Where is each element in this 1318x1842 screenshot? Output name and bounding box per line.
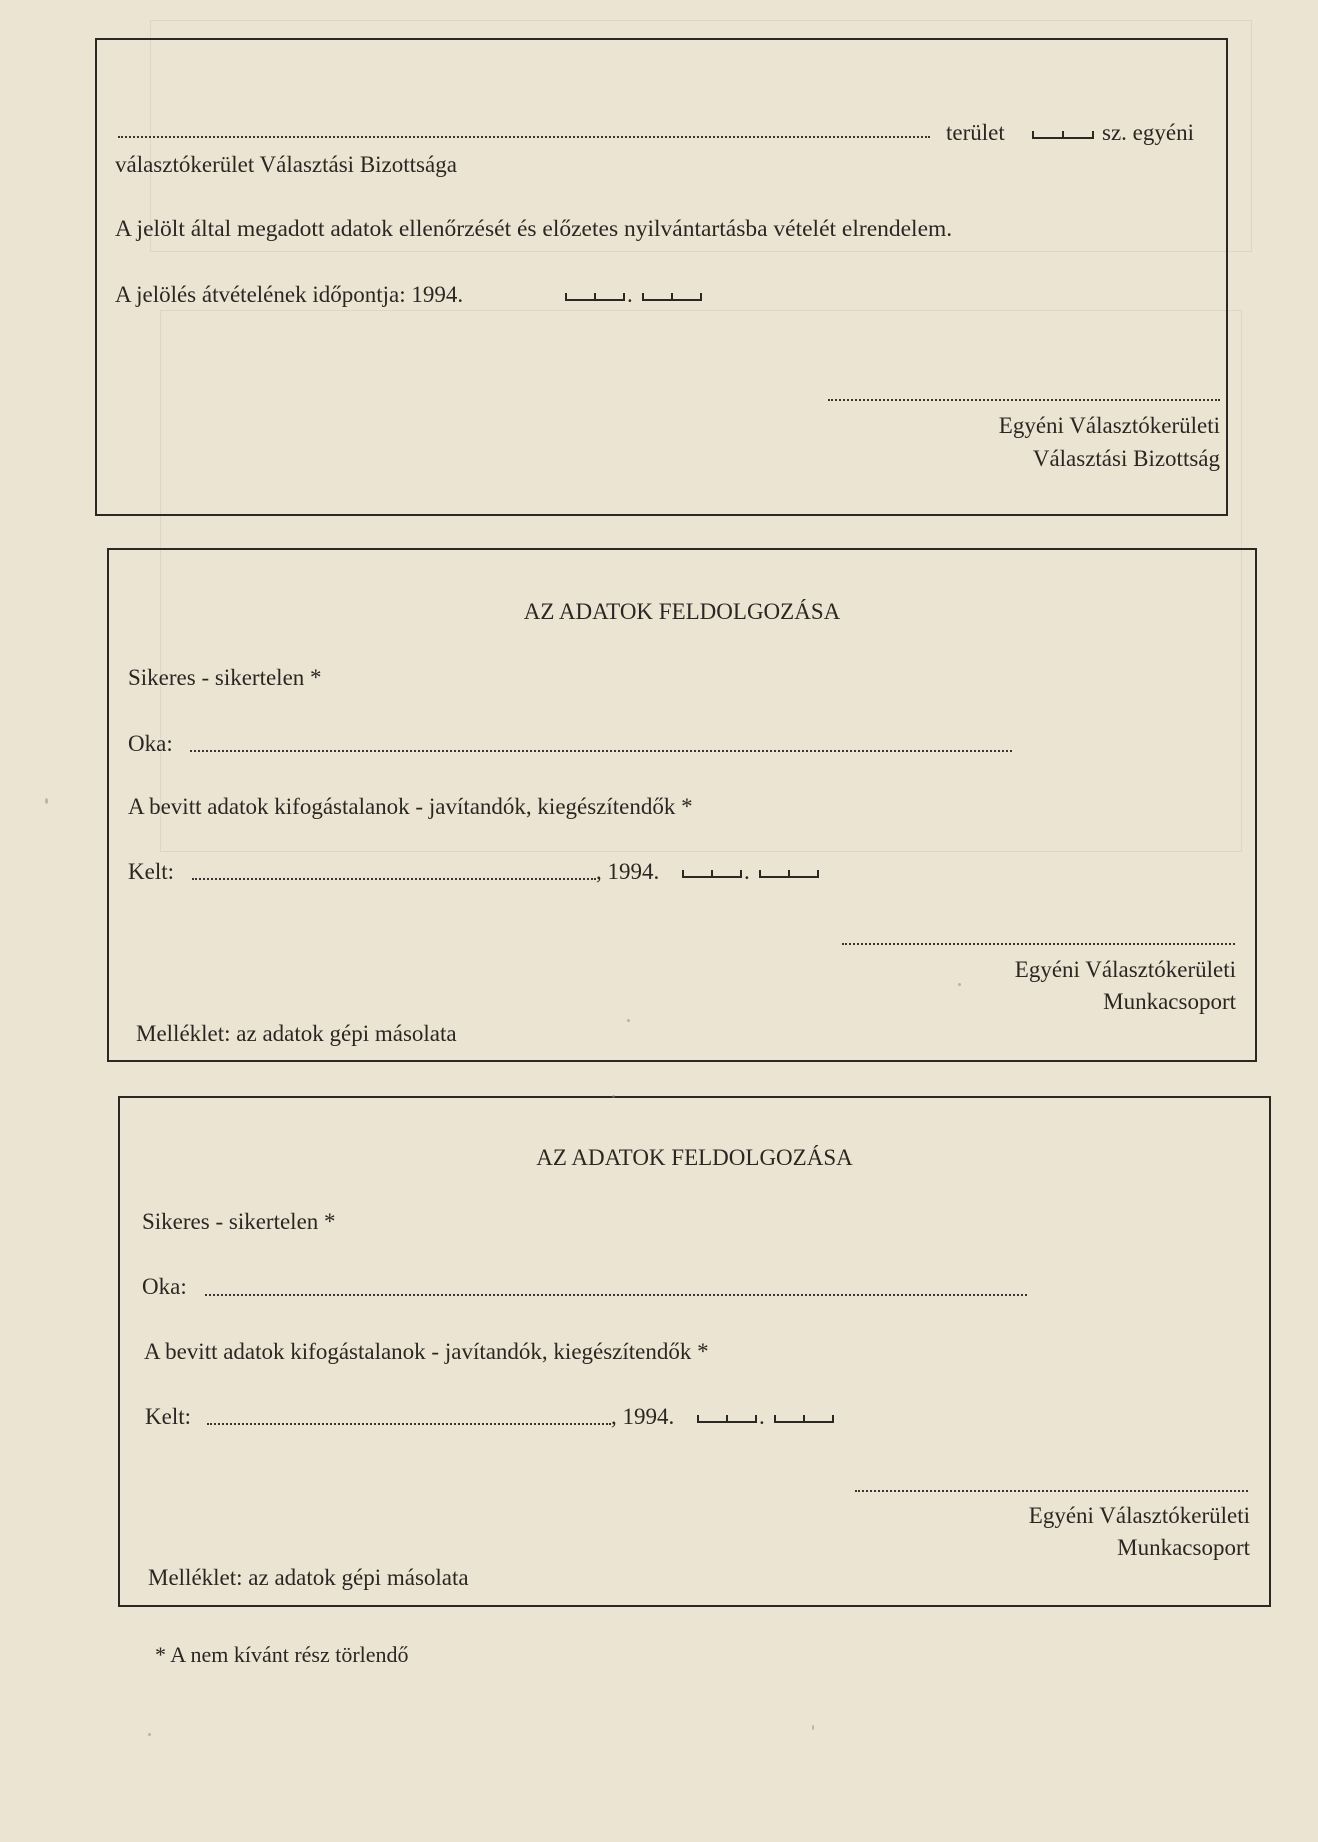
paper-speck <box>45 798 48 804</box>
committee-signature-line[interactable] <box>828 399 1220 401</box>
data-status-line-2: A bevitt adatok kifogástalanok - javítandók, kiegészítendők * <box>144 1339 709 1364</box>
workgroup-signature-line-2[interactable] <box>855 1490 1248 1492</box>
dated-place-field-2[interactable] <box>207 1423 611 1425</box>
district-number-cells[interactable] <box>1032 127 1094 139</box>
reason-label-1: Oka: <box>128 731 173 756</box>
receipt-month-cells[interactable] <box>565 289 625 301</box>
district-suffix: terület <box>946 120 1005 145</box>
reason-field-2[interactable] <box>205 1294 1027 1296</box>
committee-order-box <box>95 38 1228 516</box>
date-month-cells-2[interactable] <box>697 1411 757 1423</box>
committee-line: választókerület Választási Bizottsága <box>115 152 457 177</box>
paper-speck <box>812 1725 814 1730</box>
district-name-field[interactable] <box>118 136 930 138</box>
committee-signer-line1: Egyéni Választókerületi <box>998 413 1220 438</box>
paper-speck <box>148 1733 151 1736</box>
year-text-2: , 1994. <box>611 1404 675 1429</box>
workgroup-signature-line-1[interactable] <box>842 943 1235 945</box>
dated-label-1: Kelt: <box>128 859 174 884</box>
date-month-cells-1[interactable] <box>682 866 742 878</box>
workgroup-signer-line2-2: Munkacsoport <box>1117 1535 1250 1560</box>
processing-heading-2: AZ ADATOK FELDOLGOZÁSA <box>536 1145 853 1170</box>
order-text: A jelölt által megadott adatok ellenőrzését és előzetes nyilvántartásba vételét elrendelem. <box>115 216 953 242</box>
attachment-line-2: Melléklet: az adatok gépi másolata <box>148 1565 469 1590</box>
processing-heading-1: AZ ADATOK FELDOLGOZÁSA <box>523 599 841 624</box>
date-separator-2: . <box>759 1404 765 1429</box>
date-day-cells-2[interactable] <box>774 1411 834 1423</box>
sz-egyeni-text: sz. egyéni <box>1102 120 1194 145</box>
date-separator-1: . <box>744 859 750 884</box>
reason-field-1[interactable] <box>190 750 1012 752</box>
year-text-1: , 1994. <box>596 859 660 884</box>
receipt-day-cells[interactable] <box>642 289 702 301</box>
committee-signer-line2: Választási Bizottság <box>1032 446 1220 471</box>
paper-speck <box>612 1095 615 1098</box>
success-line-2: Sikeres - sikertelen * <box>142 1209 336 1234</box>
workgroup-signer-line1-1: Egyéni Választókerületi <box>1014 957 1236 982</box>
workgroup-signer-line1-2: Egyéni Választókerületi <box>1028 1503 1250 1528</box>
attachment-line-1: Melléklet: az adatok gépi másolata <box>136 1021 457 1046</box>
success-line-1: Sikeres - sikertelen * <box>128 665 322 690</box>
receipt-date-label: A jelölés átvételének időpontja: 1994. <box>115 282 464 307</box>
date-day-cells-1[interactable] <box>759 866 819 878</box>
date-separator: . <box>627 282 633 307</box>
paper-speck <box>627 1019 630 1022</box>
dated-label-2: Kelt: <box>145 1404 191 1429</box>
dated-place-field-1[interactable] <box>192 878 596 880</box>
workgroup-signer-line2-1: Munkacsoport <box>1103 989 1236 1014</box>
paper-speck <box>958 983 961 986</box>
footnote: * A nem kívánt rész törlendő <box>155 1642 409 1667</box>
reason-label-2: Oka: <box>142 1274 187 1299</box>
data-status-line-1: A bevitt adatok kifogástalanok - javítandók, kiegészítendők * <box>128 794 693 819</box>
